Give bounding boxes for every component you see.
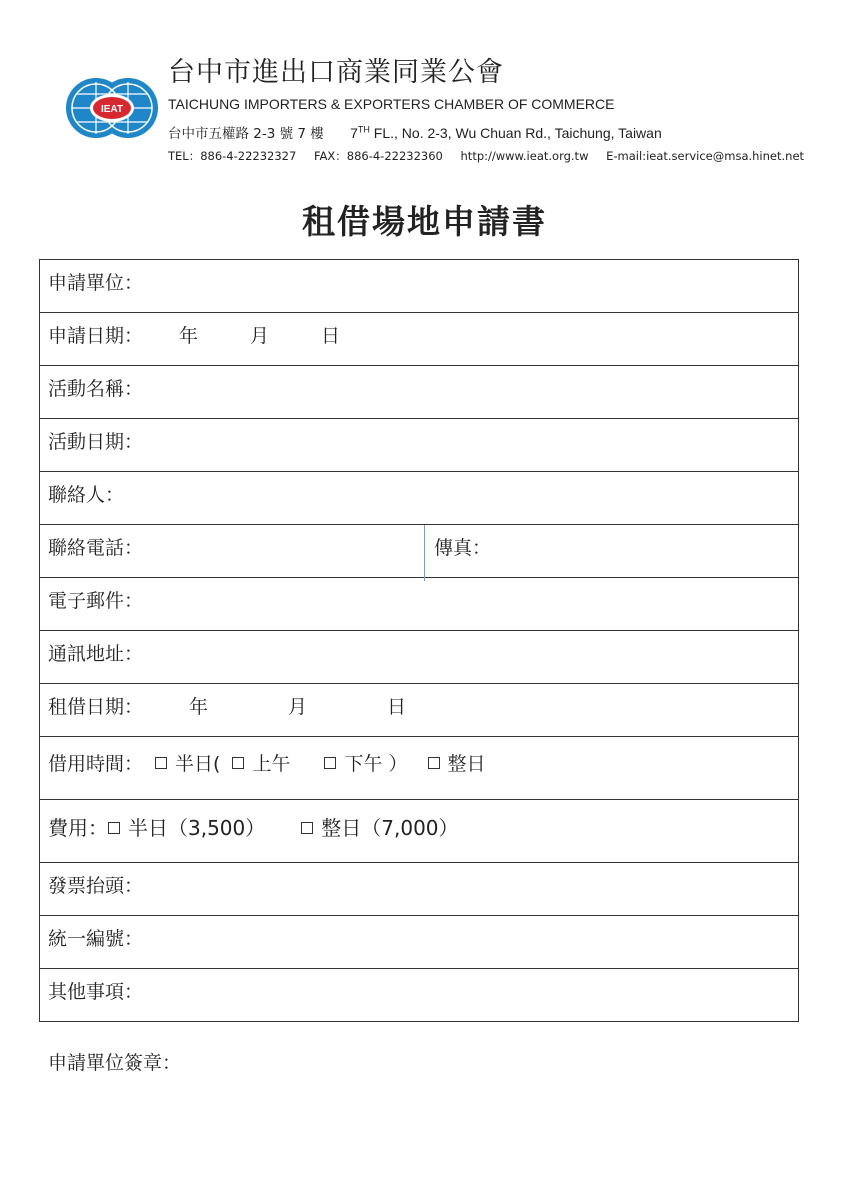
checkbox-full-day[interactable]	[428, 757, 440, 769]
apply-date-label: 申請日期： 年 月 日	[48, 325, 341, 347]
event-name-label: 活動名稱：	[48, 378, 144, 400]
org-name-zh: 台中市進出口商業同業公會	[168, 57, 504, 88]
option-fee-half[interactable]: 半日（3,500）	[108, 816, 265, 840]
checkbox-fee-full[interactable]	[301, 822, 313, 834]
org-name-en: TAICHUNG IMPORTERS & EXPORTERS CHAMBER OF COMMERCE	[168, 96, 615, 112]
logo-text: IEAT	[100, 104, 124, 115]
form-row-other-matters[interactable]	[40, 969, 798, 1021]
website-link[interactable]: http://www.ieat.org.tw	[460, 149, 589, 163]
checkbox-morning[interactable]	[232, 757, 244, 769]
ieat-logo	[64, 76, 160, 140]
form-row-applicant-unit[interactable]	[40, 260, 798, 313]
form-row-event-name[interactable]	[40, 366, 798, 419]
applicant-unit-label: 申請單位：	[48, 272, 144, 294]
other-matters-label: 其他事項：	[48, 981, 144, 1003]
option-morning[interactable]: 上午	[232, 753, 290, 775]
contact-info	[168, 148, 804, 164]
address	[168, 122, 662, 142]
contact-person-label: 聯絡人：	[48, 484, 125, 506]
option-fee-full[interactable]: 整日（7,000）	[301, 816, 458, 840]
form-row-mailing-address[interactable]	[40, 631, 798, 684]
form-row-rental-date[interactable]	[40, 684, 798, 737]
form-row-tax-id[interactable]	[40, 916, 798, 969]
page-title: 租借場地申請書	[302, 202, 547, 241]
fax-label: 傳真：	[434, 537, 492, 559]
form-row-fee	[40, 800, 798, 863]
month-mark: 月	[288, 696, 308, 718]
invoice-title-label: 發票抬頭：	[48, 875, 144, 897]
fax-text: FAX：886-4-22232360	[313, 149, 443, 163]
year-mark: 年	[179, 325, 199, 347]
checkbox-half-day[interactable]	[155, 757, 167, 769]
form-row-email[interactable]	[40, 578, 798, 631]
tax-id-label: 統一編號：	[48, 928, 144, 950]
option-half-day[interactable]: 半日(	[155, 753, 220, 775]
usage-time-label: 借用時間： 半日( 上午 下午 ） 整日	[48, 753, 486, 775]
application-form	[39, 259, 799, 1022]
checkbox-fee-half[interactable]	[108, 822, 120, 834]
option-afternoon[interactable]: 下午 ）	[324, 753, 407, 775]
form-row-invoice-title[interactable]	[40, 863, 798, 916]
form-row-event-date[interactable]	[40, 419, 798, 472]
address-zh: 台中市五權路 2-3 號 7 樓	[168, 126, 324, 142]
day-mark: 日	[387, 696, 407, 718]
day-mark: 日	[321, 325, 341, 347]
phone-fax-divider	[424, 525, 425, 581]
mailing-address-label: 通訊地址：	[48, 643, 144, 665]
signature-label: 申請單位簽章：	[48, 1052, 182, 1074]
option-full-day[interactable]: 整日	[428, 753, 486, 775]
fee-label: 費用： 半日（3,500） 整日（7,000）	[48, 816, 459, 840]
form-row-contact-person[interactable]	[40, 472, 798, 525]
email-label: 電子郵件：	[48, 590, 144, 612]
month-mark: 月	[250, 325, 270, 347]
checkbox-afternoon[interactable]	[324, 757, 336, 769]
tel-text: TEL：886-4-22232327	[168, 149, 297, 163]
form-row-usage-time	[40, 737, 798, 800]
event-date-label: 活動日期：	[48, 431, 144, 453]
form-row-contact-phone[interactable]	[40, 525, 798, 578]
form-row-apply-date[interactable]	[40, 313, 798, 366]
year-mark: 年	[189, 696, 209, 718]
email-link[interactable]: E-mail:ieat.service@msa.hinet.net	[606, 149, 805, 163]
rental-date-label: 租借日期： 年 月 日	[48, 696, 407, 718]
contact-phone-label: 聯絡電話：	[48, 537, 144, 559]
address-en: 7TH FL., No. 2-3, Wu Chuan Rd., Taichung, Taiwan	[350, 124, 662, 141]
